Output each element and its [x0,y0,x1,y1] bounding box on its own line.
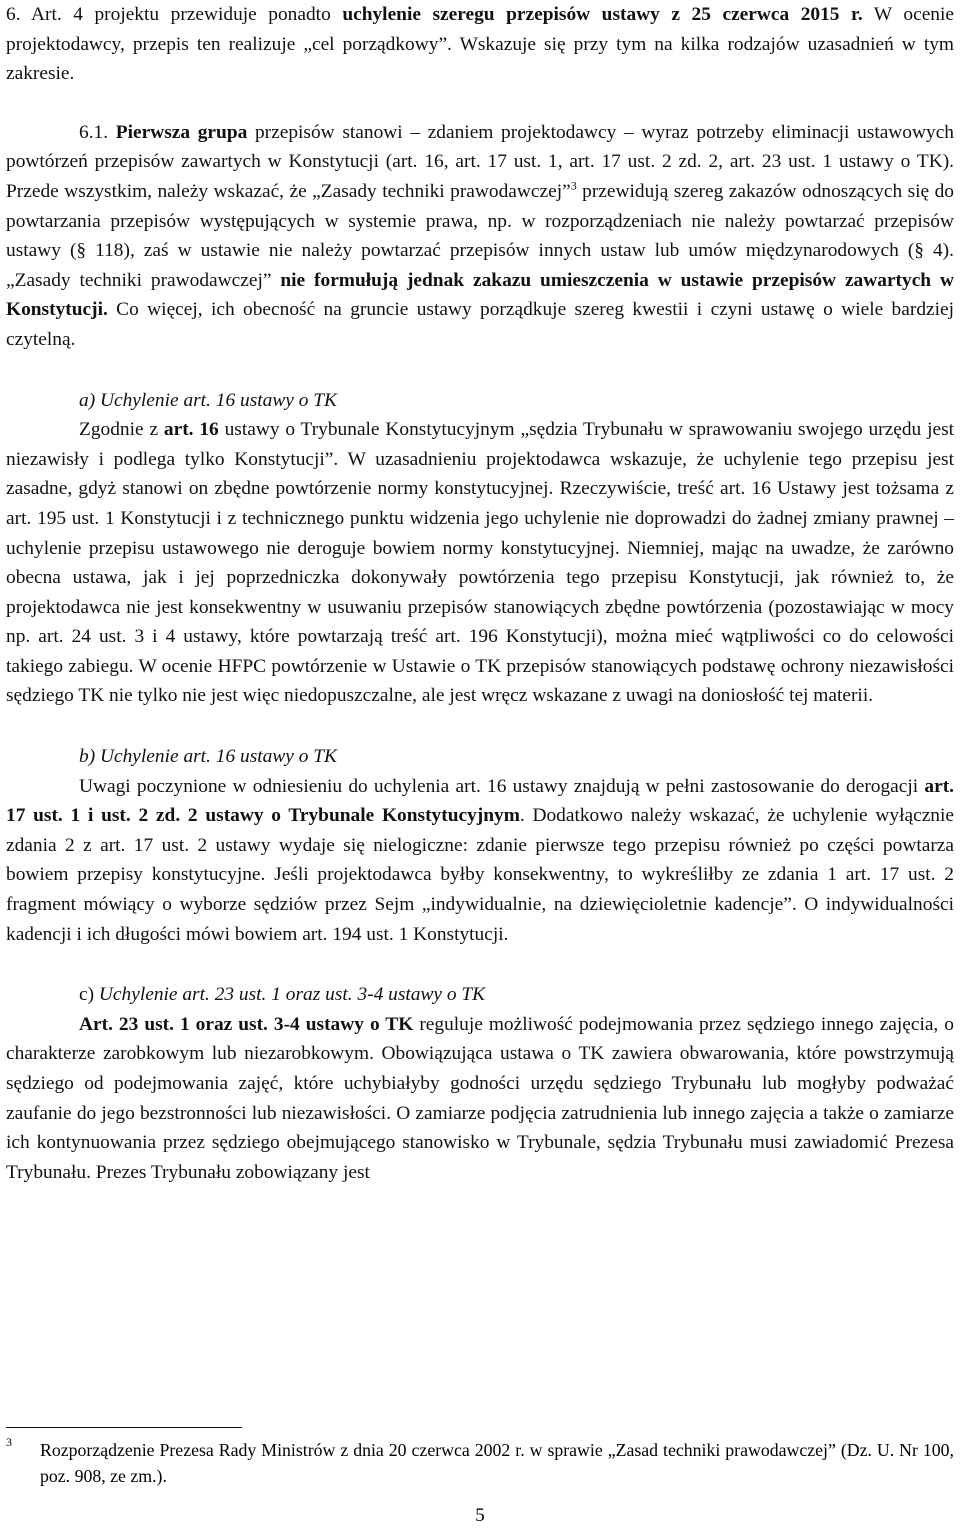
section-c-heading: c) Uchylenie art. 23 ust. 1 oraz ust. 3-4 ustawy o TK [79,984,486,1006]
spacer [6,949,954,980]
page-number: 5 [475,1505,485,1526]
footnote [6,1437,954,1489]
text-run: Uwagi poczynione w odniesieniu do uchylenia art. 16 ustawy znajdują w pełni zastosowanie do derogacji [79,775,925,797]
paragraph-6 [6,0,954,89]
bold-text: art. 17 ust. 1 i ust. 2 zd. 2 ustawy o Trybunale Konstytucyjnym [6,775,954,827]
section-b-body [6,772,954,950]
bold-text: Pierwsza grupa [115,121,248,143]
footnote-text: Rozporządzenie Prezesa Rady Ministrów z dnia 20 czerwca 2002 r. w sprawie „Zasad techniki prawodawczej” (Dz. U. Nr 100, poz. 908, ze zm.). [40,1440,954,1486]
text-run: 6. Art. 4 projektu przewiduje ponadto [6,4,343,25]
text-run: przepisów stanowi – zdaniem projektodawcy – wyraz potrzeby eliminacji ustawowych powtórzeń przepisów zawartych w Konstytucji (art. 16, art. 17 ust. 1, art. 17 ust. 2 zd. 2, art. 23 ust. 1 ustawy o TK). Przede wszystkim, należy wskazać, że „Zasady techniki prawodawczej” [6,121,955,202]
footnote-divider [6,1427,242,1428]
section-b-heading: b) Uchylenie art. 16 ustawy o TK [79,746,337,768]
bold-text: art. [163,419,194,441]
paragraph-6-1 [6,118,954,355]
text-run: reguluje możliwość podejmowania przez sędziego innego zajęcia, o charakterze zarobkowym lub niezarobkowym. Obowiązująca ustawa o TK zawiera obwarowania, które powstrzymują sędziego od podejmowania zajęć, które uchybiałyby godności urzędu sędziego Trybunału lub mogłyby podważać zaufanie do jego bezstronności lub niezawisłości. O zamiarze podjęcia zatrudnienia lub innego zajęcia a także o zamiarze ich kontynuowania przez sędziego obejmującego stanowisko w Trybunale, sędzia Trybunału musi zawiadomić Prezesa Trybunału. Prezes Trybunału zobowiązany jest [6,1013,954,1183]
text-run: Zgodnie z [79,419,164,441]
text-run: ustawy o Trybunale Konstytucyjnym „sędzia Trybunału w sprawowaniu swojego urzędu jest niezawisły i podlega tylko Konstytucji”. W uzasadnieniu projektodawca wskazuje, że uchylenie tego przepisu jest zasadne, gdyż stanowi on zbędne powtórzenie normy konstytucyjnej. Rzeczywiście, treść art. 16 Ustawy jest tożsama z art. 195 ust. 1 Konstytucji i z technicznego punktu widzenia jego uchylenie nie doprowadzi do żadnej zmiany prawnej – uchylenie przepisu ustawowego nie deroguje bowiem normy konstytucyjnej. Niemniej, mając na uwadze, że zarówno obecna ustawa, jak i jej poprzedniczka dokonywały powtórzenia tego przepisu Konstytucji, jak również to, że projektodawca nie jest konsekwentny w usuwaniu przepisów stanowiących zbędne powtórzenia (pozostawiając w mocy np. art. 24 ust. 3 i 4 ustawy, które powtarzają treść art. 196 Konstytucji), można mieć wątpliwości co do celowości takiego zabiegu. W ocenie HFPC powtórzenie w Ustawie o TK przepisów stanowiących podstawę ochrony niezawisłości sędziego TK nie tylko nie jest więc niedopuszczalne, ale jest wręcz wskazane z uwagi na doniosłość tej materii. [6,419,955,707]
footnote-ref: 3 [570,178,577,193]
bold-text: nie formułują jednak zakazu umieszczenia w ustawie przepisów zawartych w Konstytucji. [6,269,954,321]
bold-text: uchylenie szeregu przepisów ustawy z 25 czerwca 2015 r. [342,4,863,25]
text-run: W ocenie projektodawcy, przepis ten realizuje „cel porządkowy”. Wskazuje się przy tym na kilka rodzajów uzasadnień w tym zakresie. [6,4,954,85]
spacer [6,355,954,386]
section-a-heading: a) Uchylenie art. 16 ustawy o TK [79,389,337,411]
text-run: 6.1. [79,121,116,143]
footnote-number: 3 [6,1435,12,1449]
spacer [6,711,954,742]
spacer [6,89,954,118]
text-run: . Dodatkowo należy wskazać, że uchylenie wyłącznie zdania 2 z art. 17 ust. 2 ustawy wydaje się nielogiczne: zdanie pierwsze tego przepisu również po części powtarza bowiem przepisy konstytucyjne. Jeśli projektodawca byłby konsekwentny, to wykreśliłby ze zdania 1 art. 17 ust. 2 fragment mówiący o wyborze sędziów przez Sejm „indywidualnie, na dziewięcioletnie kadencje”. O indywidualności kadencji i ich długości mówi bowiem art. 194 ust. 1 Konstytucji. [6,805,954,945]
text-run: Co więcej, ich obecność na gruncie ustawy porządkuje szereg kwestii i czyni ustawę o wiele bardziej czytelną. [6,299,954,350]
section-c-body [6,1010,954,1188]
text-run: przewidują szereg zakazów odnoszących się do powtarzania przepisów występujących w systemie prawa, np. w rozporządzeniach nie należy powtarzać przepisów ustawy (§ 118), zaś w ustawie nie należy powtarzać przepisów innych ustaw lub umów międzynarodowych (§ 4). „Zasady techniki prawodawczej” [6,180,954,291]
bold-text: 16 [199,419,219,441]
section-a-body [6,415,954,711]
bold-text: Art. 23 ust. 1 oraz ust. 3-4 ustawy o TK [79,1013,414,1035]
